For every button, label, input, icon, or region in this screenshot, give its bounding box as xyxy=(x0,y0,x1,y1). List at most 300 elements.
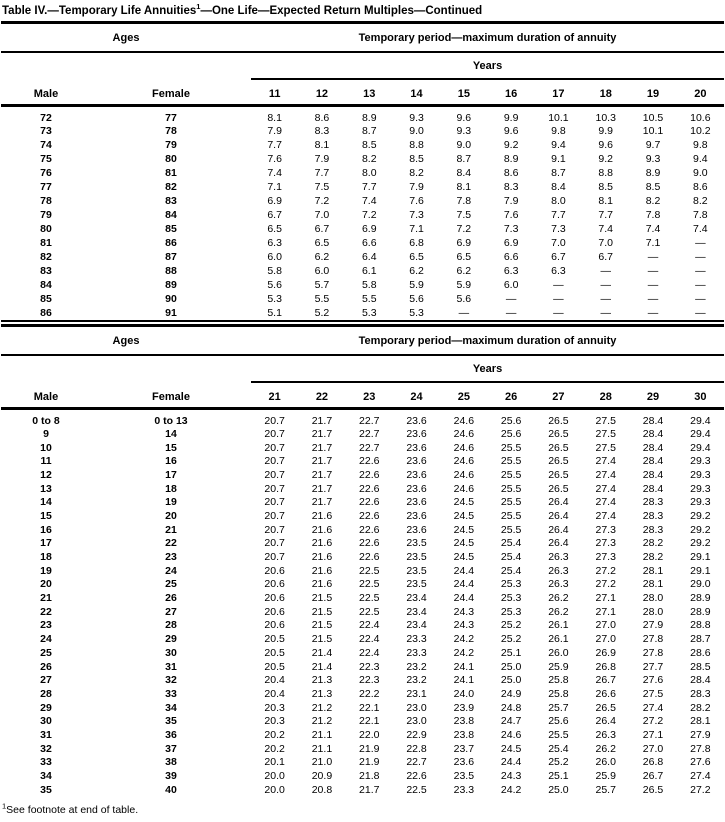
multiple-value-cell: 26.7 xyxy=(595,674,616,687)
multiple-value-cell: 8.1 xyxy=(598,195,614,207)
male-age-cell: 32 xyxy=(40,742,52,755)
multiple-value-cell: 6.0 xyxy=(314,265,330,277)
multiple-value-cell: 24.1 xyxy=(453,674,475,687)
table-row xyxy=(1,564,724,578)
multiple-value-cell: 5.6 xyxy=(409,293,424,305)
male-age-cell: 15 xyxy=(40,509,52,522)
multiple-value-cell: 8.1 xyxy=(456,181,472,193)
multiple-value-cell: 6.5 xyxy=(409,251,424,263)
multiple-value-cell: 25.7 xyxy=(595,783,616,796)
footnote-marker: 1 xyxy=(2,801,7,811)
multiple-value-cell: 21.6 xyxy=(311,537,333,550)
multiple-value-cell: 26.0 xyxy=(548,646,569,659)
female-age-cell: 22 xyxy=(165,537,177,550)
multiple-value-cell: 5.7 xyxy=(314,279,330,291)
multiple-value-cell: 26.3 xyxy=(548,551,569,564)
header-row-columns xyxy=(1,382,724,409)
multiple-value-cell: 6.7 xyxy=(598,251,614,263)
multiple-value-cell: 28.7 xyxy=(690,633,711,646)
multiple-value-cell: 20.6 xyxy=(264,578,285,591)
multiple-value-cell: 7.6 xyxy=(503,209,519,221)
multiple-value-cell: 27.4 xyxy=(595,509,616,522)
multiple-value-cell: 20.4 xyxy=(264,674,285,687)
year-column-header: 22 xyxy=(298,382,345,409)
multiple-value-cell: 23.6 xyxy=(406,441,427,454)
multiple-value-cell: 26.4 xyxy=(548,523,569,536)
multiple-value-cell: 29.1 xyxy=(690,551,711,564)
multiple-value-cell: 25.9 xyxy=(548,660,569,673)
multiple-value-cell: 20.7 xyxy=(264,537,285,550)
multiple-value-cell: 22.5 xyxy=(406,783,427,796)
multiple-value-cell: 9.3 xyxy=(645,153,661,165)
male-age-cell: 33 xyxy=(40,756,52,769)
female-age-cell: 28 xyxy=(165,619,177,632)
spacer-cell xyxy=(1,355,251,382)
table-row xyxy=(1,687,724,701)
female-age-cell: 80 xyxy=(165,153,177,165)
multiple-value-cell: 9.6 xyxy=(503,125,519,137)
multiple-value-cell: 9.1 xyxy=(551,153,566,165)
multiple-value-cell: 26.8 xyxy=(642,756,664,769)
header-row-years-label xyxy=(1,355,724,382)
multiple-value-cell: 7.5 xyxy=(314,181,330,193)
multiple-value-cell: 8.8 xyxy=(409,139,424,151)
multiple-value-cell: 22.6 xyxy=(359,537,380,550)
year-column-header: 24 xyxy=(393,382,440,409)
multiple-value-cell: 21.6 xyxy=(311,564,333,577)
multiple-value-cell: 27.7 xyxy=(642,660,664,673)
female-age-cell: 86 xyxy=(165,237,177,249)
female-age-cell: 23 xyxy=(165,551,177,564)
multiple-value-cell: 20.7 xyxy=(264,415,285,427)
multiple-value-cell: 25.5 xyxy=(500,482,522,495)
multiple-value-cell: 7.3 xyxy=(503,223,519,235)
female-age-cell: 40 xyxy=(165,783,177,796)
multiple-value-cell: — xyxy=(553,307,564,319)
table-row xyxy=(1,632,724,646)
multiple-value-cell: 20.6 xyxy=(264,592,285,605)
male-header: Male xyxy=(1,382,91,409)
years-header: Years xyxy=(251,52,724,79)
table-row xyxy=(1,292,724,306)
multiple-value-cell: 6.9 xyxy=(503,237,519,249)
multiple-value-cell: 24.5 xyxy=(500,742,522,755)
multiple-value-cell: 26.9 xyxy=(595,646,616,659)
multiple-value-cell: 25.5 xyxy=(500,468,522,481)
multiple-value-cell: 6.3 xyxy=(503,265,519,277)
female-age-cell: 88 xyxy=(165,265,177,277)
multiple-value-cell: 24.2 xyxy=(453,646,475,659)
period-header: Temporary period—maximum duration of annuity xyxy=(251,23,724,53)
multiple-value-cell: 29.4 xyxy=(690,441,711,454)
multiple-value-cell: 21.7 xyxy=(311,415,333,427)
table-row xyxy=(1,673,724,687)
multiple-value-cell: 20.8 xyxy=(311,783,333,796)
multiple-value-cell: 10.1 xyxy=(548,112,569,124)
multiple-value-cell: 21.8 xyxy=(359,770,380,783)
multiple-value-cell: — xyxy=(600,265,611,277)
multiple-value-cell: 20.9 xyxy=(311,770,333,783)
multiple-value-cell: — xyxy=(647,293,659,305)
table-row xyxy=(1,468,724,482)
multiple-value-cell: 25.5 xyxy=(548,728,569,741)
multiple-value-cell: 6.3 xyxy=(551,265,566,277)
multiple-value-cell: 20.2 xyxy=(264,742,285,755)
multiple-value-cell: 20.3 xyxy=(264,715,285,728)
table-row xyxy=(1,194,724,208)
multiple-value-cell: 10.2 xyxy=(690,125,711,137)
table-row xyxy=(1,278,724,292)
multiple-value-cell: 8.2 xyxy=(361,153,377,165)
footnote-text: See footnote at end of table. xyxy=(6,803,139,816)
multiple-value-cell: 24.6 xyxy=(500,728,522,741)
multiple-value-cell: 5.1 xyxy=(267,307,282,319)
multiple-value-cell: 20.7 xyxy=(264,551,285,564)
female-age-cell: 81 xyxy=(165,167,177,179)
male-age-cell: 24 xyxy=(40,633,52,646)
multiple-value-cell: 23.4 xyxy=(406,592,427,605)
multiple-value-cell: 9.0 xyxy=(456,139,472,151)
year-column-header: 14 xyxy=(393,79,440,106)
multiple-value-cell: 27.0 xyxy=(595,619,616,632)
years-header: Years xyxy=(251,355,724,382)
female-age-cell: 17 xyxy=(165,468,177,481)
multiple-value-cell: 27.9 xyxy=(690,728,711,741)
multiple-value-cell: 7.6 xyxy=(409,195,424,207)
female-age-cell: 30 xyxy=(165,646,177,659)
table-row xyxy=(1,454,724,468)
multiple-value-cell: 28.0 xyxy=(642,592,664,605)
multiple-value-cell: 9.2 xyxy=(503,139,519,151)
multiple-value-cell: 28.6 xyxy=(690,646,711,659)
year-column-header: 13 xyxy=(346,79,393,106)
multiple-value-cell: 23.6 xyxy=(406,468,427,481)
multiple-value-cell: 26.5 xyxy=(548,415,569,427)
male-age-cell: 31 xyxy=(40,728,52,741)
multiple-value-cell: 6.4 xyxy=(361,251,377,263)
multiple-value-cell: 9.7 xyxy=(645,139,661,151)
multiple-value-cell: 27.8 xyxy=(690,742,711,755)
multiple-value-cell: 24.4 xyxy=(500,756,522,769)
multiple-value-cell: 25.3 xyxy=(500,605,522,618)
multiple-value-cell: 10.1 xyxy=(642,125,664,137)
multiple-value-cell: 21.5 xyxy=(311,605,333,618)
header-row-columns xyxy=(1,79,724,106)
multiple-value-cell: 7.4 xyxy=(598,223,614,235)
multiple-value-cell: — xyxy=(553,293,564,305)
multiple-value-cell: 29.4 xyxy=(690,427,711,440)
page-title-text-rest: —One Life—Expected Return Multiples—Continued xyxy=(200,5,483,17)
multiple-value-cell: 7.1 xyxy=(409,223,424,235)
multiple-value-cell: 23.9 xyxy=(453,701,475,714)
multiple-value-cell: 25.5 xyxy=(500,523,522,536)
multiple-value-cell: 28.3 xyxy=(690,687,711,700)
multiple-value-cell: 29.1 xyxy=(690,564,711,577)
multiple-value-cell: 23.6 xyxy=(406,509,427,522)
multiple-value-cell: 27.4 xyxy=(595,496,616,509)
multiple-value-cell: 5.8 xyxy=(361,279,377,291)
multiple-value-cell: 9.4 xyxy=(551,139,566,151)
male-age-cell: 25 xyxy=(40,646,52,659)
multiple-value-cell: 9.9 xyxy=(503,112,519,124)
multiple-value-cell: 24.6 xyxy=(453,441,475,454)
double-rule-divider xyxy=(1,320,724,327)
table-row xyxy=(1,742,724,756)
multiple-value-cell: 26.5 xyxy=(548,468,569,481)
multiple-value-cell: 21.7 xyxy=(359,783,380,796)
multiple-value-cell: 7.2 xyxy=(314,195,330,207)
year-column-header: 11 xyxy=(251,79,298,106)
female-age-cell: 84 xyxy=(165,209,177,221)
year-column-header: 29 xyxy=(629,382,676,409)
table-row xyxy=(1,482,724,496)
multiple-value-cell: 23.5 xyxy=(406,537,427,550)
female-age-cell: 83 xyxy=(165,195,177,207)
multiple-value-cell: 24.5 xyxy=(453,509,475,522)
male-age-cell: 17 xyxy=(40,537,52,550)
multiple-value-cell: 20.7 xyxy=(264,441,285,454)
multiple-value-cell: 8.7 xyxy=(361,125,377,137)
multiple-value-cell: 27.4 xyxy=(642,701,664,714)
multiple-value-cell: 22.7 xyxy=(359,427,380,440)
multiple-value-cell: — xyxy=(695,307,706,319)
multiple-value-cell: 8.4 xyxy=(551,181,566,193)
multiple-value-cell: 20.7 xyxy=(264,468,285,481)
multiple-value-cell: — xyxy=(600,307,611,319)
multiple-value-cell: 26.4 xyxy=(548,509,569,522)
table-row xyxy=(1,236,724,250)
multiple-value-cell: 26.4 xyxy=(548,537,569,550)
multiple-value-cell: 6.3 xyxy=(267,237,282,249)
multiple-value-cell: 6.2 xyxy=(314,251,330,263)
page-title xyxy=(0,0,725,21)
multiple-value-cell: 9.2 xyxy=(598,153,614,165)
multiple-value-cell: 28.4 xyxy=(690,674,711,687)
multiple-value-cell: 22.2 xyxy=(359,687,380,700)
male-age-cell: 12 xyxy=(40,468,52,481)
multiple-value-cell: 27.4 xyxy=(595,455,616,468)
multiple-value-cell: 8.2 xyxy=(645,195,661,207)
multiple-value-cell: 25.4 xyxy=(500,551,522,564)
multiple-value-cell: 7.2 xyxy=(361,209,377,221)
annuity-table-years-21-30 xyxy=(1,327,724,797)
multiple-value-cell: 25.4 xyxy=(500,564,522,577)
multiple-value-cell: 23.4 xyxy=(406,619,427,632)
female-age-cell: 90 xyxy=(165,293,177,305)
multiple-value-cell: 23.3 xyxy=(406,646,427,659)
multiple-value-cell: 22.6 xyxy=(359,509,380,522)
multiple-value-cell: 21.3 xyxy=(311,687,333,700)
multiple-value-cell: 28.2 xyxy=(690,701,711,714)
multiple-value-cell: 26.5 xyxy=(642,783,664,796)
multiple-value-cell: 6.9 xyxy=(267,195,282,207)
multiple-value-cell: 24.3 xyxy=(500,770,522,783)
multiple-value-cell: 23.5 xyxy=(406,551,427,564)
multiple-value-cell: 26.1 xyxy=(548,619,569,632)
male-age-cell: 35 xyxy=(40,783,52,796)
multiple-value-cell: 28.3 xyxy=(642,523,664,536)
multiple-value-cell: 24.4 xyxy=(453,592,475,605)
multiple-value-cell: 27.4 xyxy=(595,468,616,481)
multiple-value-cell: 8.9 xyxy=(361,112,377,124)
male-age-cell: 16 xyxy=(40,523,52,536)
ages-header: Ages xyxy=(1,23,251,53)
female-age-cell: 14 xyxy=(165,427,177,440)
multiple-value-cell: — xyxy=(695,237,706,249)
multiple-value-cell: 24.5 xyxy=(453,537,475,550)
multiple-value-cell: 8.4 xyxy=(456,167,472,179)
multiple-value-cell: 7.8 xyxy=(645,209,661,221)
multiple-value-cell: 9.0 xyxy=(409,125,424,137)
multiple-value-cell: 7.8 xyxy=(456,195,472,207)
multiple-value-cell: 27.6 xyxy=(690,756,711,769)
multiple-value-cell: 9.8 xyxy=(693,139,708,151)
year-column-header: 25 xyxy=(440,382,487,409)
header-row-groups xyxy=(1,327,724,355)
female-age-cell: 79 xyxy=(165,139,177,151)
multiple-value-cell: 22.4 xyxy=(359,619,380,632)
multiple-value-cell: 24.6 xyxy=(453,468,475,481)
multiple-value-cell: 21.5 xyxy=(311,619,333,632)
multiple-value-cell: 7.9 xyxy=(503,195,519,207)
multiple-value-cell: 22.5 xyxy=(359,605,380,618)
multiple-value-cell: 8.7 xyxy=(551,167,566,179)
multiple-value-cell: 22.6 xyxy=(406,770,427,783)
female-age-cell: 34 xyxy=(165,701,177,714)
multiple-value-cell: 24.6 xyxy=(453,415,475,427)
table-row xyxy=(1,409,724,428)
year-column-header: 21 xyxy=(251,382,298,409)
male-age-cell: 14 xyxy=(40,496,52,509)
year-column-header: 20 xyxy=(677,79,724,106)
multiple-value-cell: 22.6 xyxy=(359,523,380,536)
multiple-value-cell: 6.6 xyxy=(361,237,377,249)
male-age-cell: 78 xyxy=(40,195,52,207)
multiple-value-cell: 26.4 xyxy=(595,715,616,728)
multiple-value-cell: 27.4 xyxy=(690,770,711,783)
header-row-groups xyxy=(1,23,724,53)
male-age-cell: 34 xyxy=(40,770,52,783)
multiple-value-cell: 8.5 xyxy=(598,181,614,193)
multiple-value-cell: 20.6 xyxy=(264,564,285,577)
multiple-value-cell: 20.2 xyxy=(264,728,285,741)
multiple-value-cell: 25.9 xyxy=(595,770,616,783)
multiple-value-cell: 28.2 xyxy=(642,551,664,564)
multiple-value-cell: 26.2 xyxy=(595,742,616,755)
multiple-value-cell: 8.5 xyxy=(409,153,424,165)
multiple-value-cell: 21.6 xyxy=(311,509,333,522)
table-row xyxy=(1,306,724,320)
multiple-value-cell: 28.8 xyxy=(690,619,711,632)
multiple-value-cell: 23.6 xyxy=(406,482,427,495)
multiple-value-cell: 20.5 xyxy=(264,646,285,659)
multiple-value-cell: 29.2 xyxy=(690,537,711,550)
multiple-value-cell: 20.0 xyxy=(264,783,285,796)
multiple-value-cell: 25.1 xyxy=(500,646,522,659)
multiple-value-cell: 25.3 xyxy=(500,592,522,605)
multiple-value-cell: 7.8 xyxy=(693,209,708,221)
male-header: Male xyxy=(1,79,91,106)
year-column-header: 12 xyxy=(298,79,345,106)
multiple-value-cell: 24.0 xyxy=(453,687,475,700)
multiple-value-cell: 6.7 xyxy=(551,251,566,263)
multiple-value-cell: 22.3 xyxy=(359,660,380,673)
table-row xyxy=(1,756,724,770)
multiple-value-cell: 21.5 xyxy=(311,633,333,646)
table-row xyxy=(1,166,724,180)
multiple-value-cell: 23.3 xyxy=(453,783,475,796)
multiple-value-cell: — xyxy=(647,265,659,277)
year-column-header: 15 xyxy=(440,79,487,106)
table-row xyxy=(1,783,724,797)
multiple-value-cell: 7.7 xyxy=(598,209,614,221)
multiple-value-cell: 25.3 xyxy=(500,578,522,591)
multiple-value-cell: 5.6 xyxy=(456,293,472,305)
year-column-header: 19 xyxy=(629,79,676,106)
multiple-value-cell: 22.3 xyxy=(359,674,380,687)
multiple-value-cell: 23.5 xyxy=(453,770,475,783)
multiple-value-cell: 22.6 xyxy=(359,468,380,481)
female-age-cell: 39 xyxy=(165,770,177,783)
female-age-cell: 89 xyxy=(165,279,177,291)
header-row-years-label xyxy=(1,52,724,79)
multiple-value-cell: 21.7 xyxy=(311,496,333,509)
male-age-cell: 86 xyxy=(40,307,52,319)
female-age-cell: 91 xyxy=(165,307,177,319)
multiple-value-cell: 27.3 xyxy=(595,537,616,550)
multiple-value-cell: 25.2 xyxy=(500,633,522,646)
multiple-value-cell: 23.6 xyxy=(406,455,427,468)
multiple-value-cell: 8.8 xyxy=(598,167,614,179)
multiple-value-cell: 20.6 xyxy=(264,619,285,632)
multiple-value-cell: 24.2 xyxy=(500,783,522,796)
multiple-value-cell: 5.2 xyxy=(314,307,330,319)
multiple-value-cell: 24.5 xyxy=(453,551,475,564)
multiple-value-cell: 27.8 xyxy=(642,633,664,646)
female-age-cell: 82 xyxy=(165,181,177,193)
male-age-cell: 79 xyxy=(40,209,52,221)
female-header: Female xyxy=(91,382,251,409)
multiple-value-cell: 7.2 xyxy=(456,223,472,235)
multiple-value-cell: 25.8 xyxy=(548,687,569,700)
female-age-cell: 18 xyxy=(165,482,177,495)
multiple-value-cell: 28.1 xyxy=(642,578,664,591)
multiple-value-cell: 24.6 xyxy=(453,427,475,440)
table-row xyxy=(1,138,724,152)
multiple-value-cell: 25.6 xyxy=(500,415,522,427)
multiple-value-cell: 26.8 xyxy=(595,660,616,673)
female-age-cell: 29 xyxy=(165,633,177,646)
multiple-value-cell: 22.6 xyxy=(359,551,380,564)
multiple-value-cell: 24.9 xyxy=(500,687,522,700)
male-age-cell: 9 xyxy=(43,427,49,440)
multiple-value-cell: 20.4 xyxy=(264,687,285,700)
multiple-value-cell: — xyxy=(600,279,611,291)
multiple-value-cell: 24.7 xyxy=(500,715,522,728)
multiple-value-cell: 9.3 xyxy=(456,125,472,137)
multiple-value-cell: 25.0 xyxy=(500,674,522,687)
multiple-value-cell: 25.5 xyxy=(500,496,522,509)
female-age-cell: 16 xyxy=(165,455,177,468)
multiple-value-cell: 25.8 xyxy=(548,674,569,687)
multiple-value-cell: — xyxy=(647,307,659,319)
multiple-value-cell: 28.3 xyxy=(642,496,664,509)
multiple-value-cell: 6.8 xyxy=(409,237,424,249)
table-row xyxy=(1,591,724,605)
multiple-value-cell: 23.7 xyxy=(453,742,475,755)
multiple-value-cell: 23.0 xyxy=(406,701,427,714)
male-age-cell: 29 xyxy=(40,701,52,714)
